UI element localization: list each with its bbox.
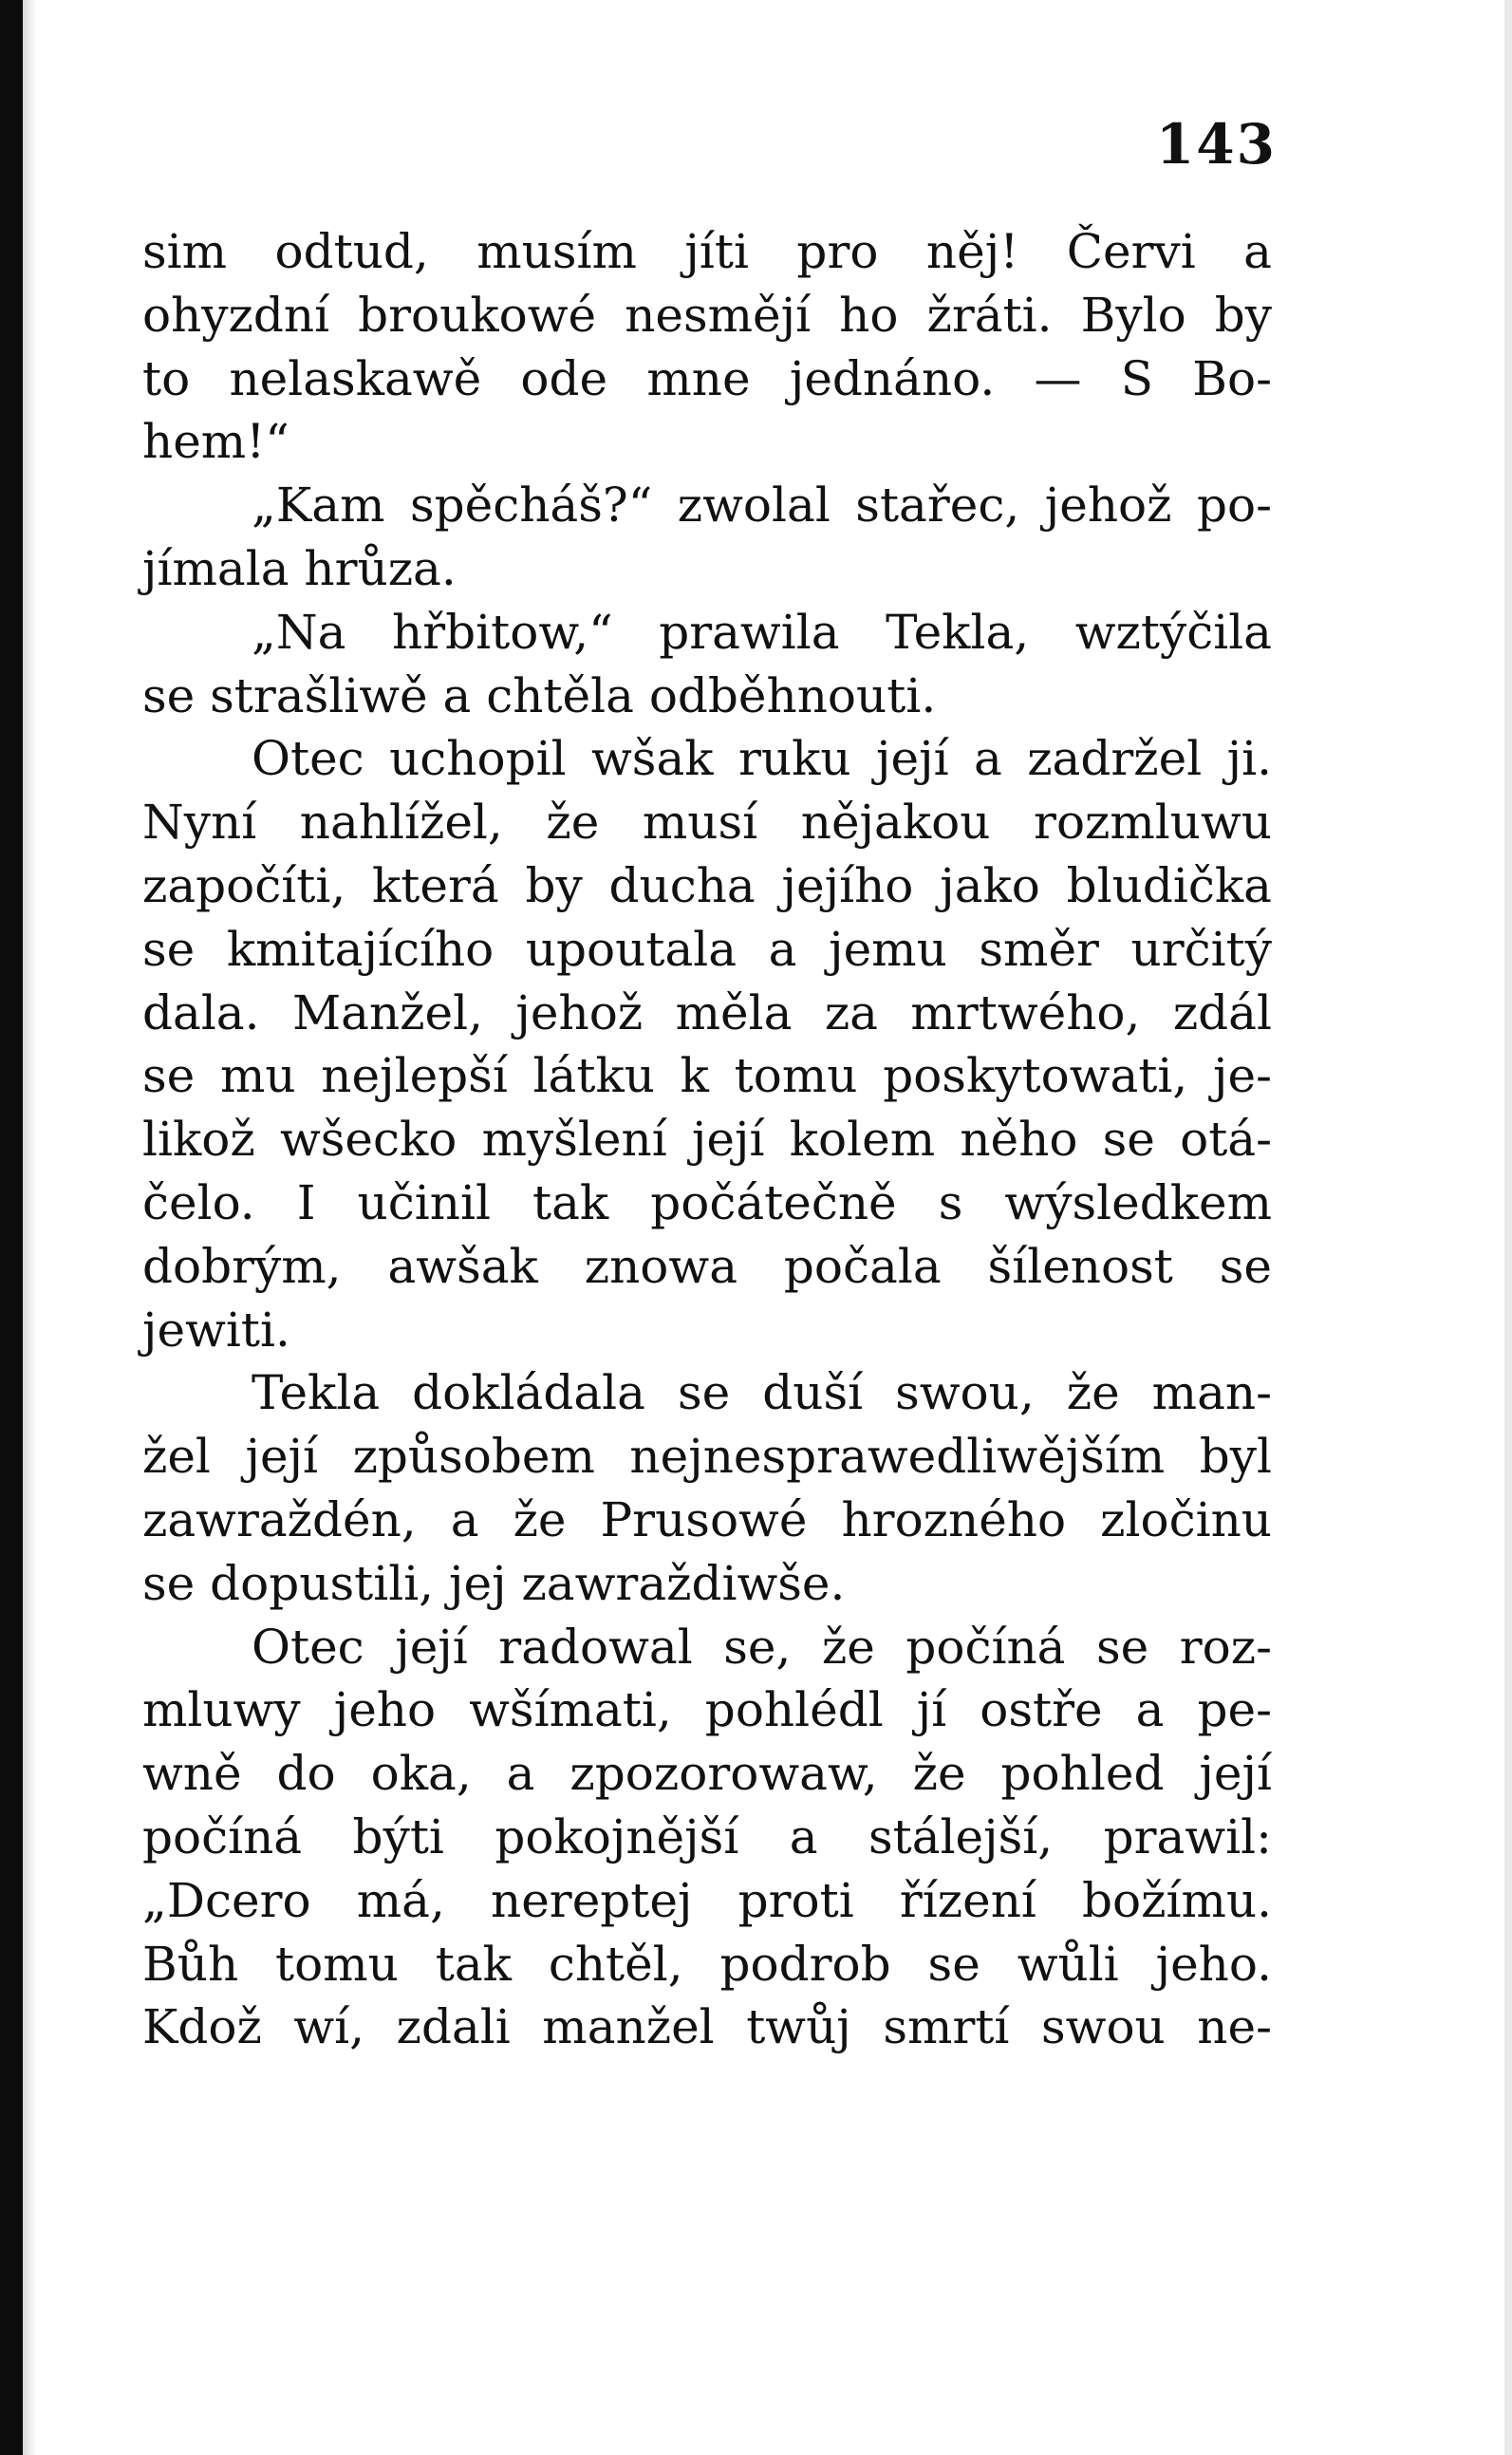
text-line: Otec její radowal se, že počíná se roz-: [252, 1619, 1272, 1675]
text-line: hem!“: [142, 414, 289, 470]
text-line: dobrým, awšak znowa počala šílenost se: [142, 1238, 1272, 1294]
text-line: Otec uchopil wšak ruku její a zadržel ji.: [252, 731, 1272, 787]
page-gutter-shadow: [23, 0, 36, 2455]
text-line: žel její způsobem nejnesprawedliwějším byl: [142, 1429, 1272, 1485]
text-line: „Na hřbitow,“ prawila Tekla, wztýčila: [252, 604, 1272, 660]
text-line: „Dcero má, nereptej proti řízení božímu.: [142, 1872, 1272, 1928]
text-line: započíti, která by ducha jejího jako bludička: [142, 857, 1272, 913]
text-line: se mu nejlepší látku k tomu poskytowati, je-: [142, 1048, 1272, 1104]
text-line: to nelaskawě ode mne jednáno. — S Bo-: [142, 350, 1272, 406]
text-line: likož wšecko myšlení její kolem něho se otá-: [142, 1112, 1272, 1168]
text-line: dala. Manžel, jehož měla za mrtwého, zdál: [142, 984, 1272, 1040]
text-line: se kmitajícího upoutala a jemu směr určitý: [142, 921, 1272, 977]
text-line: zawraždén, a že Prusowé hrozného zločinu: [142, 1491, 1272, 1547]
text-line: jímala hrůza.: [142, 540, 457, 596]
text-line: ohyzdní broukowé nesmějí ho žráti. Bylo by: [142, 287, 1272, 343]
text-line: wně do oka, a zpozorowaw, že pohled její: [142, 1746, 1272, 1802]
text-line: se dopustili, jej zawraždiwše.: [142, 1555, 846, 1611]
page-number: 143: [1155, 112, 1277, 177]
text-line: mluwy jeho wšímati, pohlédl jí ostře a pe-: [142, 1682, 1272, 1738]
text-line: Bůh tomu tak chtěl, podrob se wůli jeho.: [142, 1936, 1272, 1992]
text-line: „Kam spěcháš?“ zwolal stařec, jehož po-: [252, 478, 1272, 534]
text-line: se strašliwě a chtěla odběhnouti.: [142, 667, 937, 723]
text-line: jewiti.: [142, 1302, 290, 1358]
text-line: sim odtud, musím jíti pro něj! Červi a: [142, 224, 1272, 279]
page-right-edge: [1504, 0, 1512, 2455]
text-line: počíná býti pokojnější a stálejší, prawil:: [142, 1808, 1272, 1865]
page-binding-edge: [0, 0, 23, 2455]
text-line: Nyní nahlížel, že musí nějakou rozmluwu: [142, 795, 1272, 851]
text-line: Tekla dokládala se duší swou, že man-: [252, 1365, 1272, 1421]
text-line: Kdož wí, zdali manžel twůj smrtí swou ne-: [142, 1999, 1272, 2055]
body-text: [142, 220, 1272, 2059]
text-line: čelo. I učinil tak počátečně s wýsledkem: [142, 1174, 1272, 1230]
